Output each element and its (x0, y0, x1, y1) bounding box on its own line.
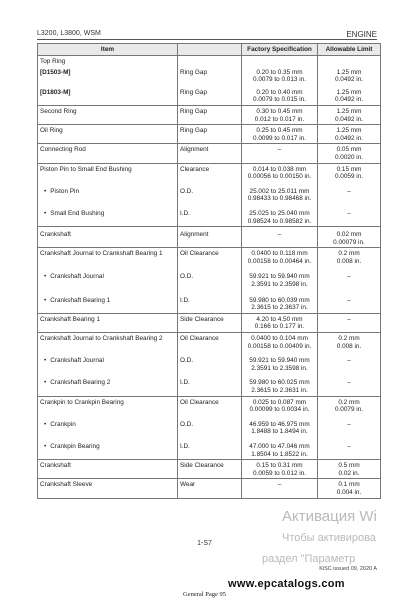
manual-title: L3200, L3800, WSM (37, 30, 101, 37)
param-cell: O.D. (178, 182, 242, 204)
table-row (38, 163, 381, 182)
param-cell: Oil Clearance (178, 396, 242, 415)
param-cell: Ring Gap (178, 67, 242, 85)
limit-cell: 1.25 mm 0.0492 in. (318, 105, 381, 124)
item-cell: Crankshaft Journal to Crankshaft Bearing 2 (38, 333, 178, 352)
param-cell: I.D. (178, 204, 242, 227)
table-row (38, 437, 381, 460)
param-cell: I.D. (178, 290, 242, 314)
item-cell: • Piston Pin (38, 182, 178, 204)
param-cell: Ring Gap (178, 105, 242, 124)
param-cell: Wear (178, 479, 242, 498)
table-row (38, 333, 381, 352)
param-cell: Oil Clearance (178, 248, 242, 267)
table-row (38, 248, 381, 267)
spec-cell: 0.0400 to 0.118 mm 0.00158 to 0.00464 in. (242, 248, 318, 267)
table-row (38, 290, 381, 314)
spec-cell: 4.20 to 4.50 mm 0.166 to 0.177 in. (242, 313, 318, 332)
spec-cell: 0.15 to 0.31 mm 0.0059 to 0.012 in. (242, 460, 318, 479)
item-cell: • Crankshaft Journal (38, 266, 178, 289)
footer-page-label: General Page 95 (183, 591, 226, 598)
item-cell: • Crankpin (38, 415, 178, 437)
item-cell: Connecting Rod (38, 144, 178, 163)
activation-watermark-line1: Активация Wi (282, 508, 377, 525)
item-cell: Second Ring (38, 105, 178, 124)
table-row (38, 415, 381, 437)
spec-cell: – (242, 479, 318, 498)
spec-cell: 0.20 to 0.40 mm 0.0079 to 0.015 in. (242, 85, 318, 106)
limit-cell: – (318, 266, 381, 289)
item-cell: • Crankpin Bearing (38, 437, 178, 460)
activation-watermark-line3: раздел "Параметр (262, 553, 356, 565)
table-header-row (38, 44, 381, 56)
item-cell: Oil Ring (38, 125, 178, 144)
table-row (38, 373, 381, 396)
param-cell: Alignment (178, 227, 242, 248)
table-row (38, 460, 381, 479)
table-row (38, 396, 381, 415)
limit-cell: 0.15 mm 0.0059 in. (318, 163, 381, 182)
spec-cell: 0.25 to 0.45 mm 0.0099 to 0.017 in. (242, 125, 318, 144)
param-cell (178, 56, 242, 67)
param-cell: Alignment (178, 144, 242, 163)
table-row (38, 182, 381, 204)
spec-cell: 47.000 to 47.046 mm 1.8504 to 1.8522 in. (242, 437, 318, 460)
param-cell: Side Clearance (178, 313, 242, 332)
spec-cell: 59.921 to 59.940 mm 2.3591 to 2.3598 in. (242, 351, 318, 373)
item-cell: [D1803-M] (38, 85, 178, 106)
page-number: 1-S7 (197, 540, 212, 547)
limit-cell: 0.5 mm 0.02 in. (318, 460, 381, 479)
param-cell: Oil Clearance (178, 333, 242, 352)
param-cell: Clearance (178, 163, 242, 182)
item-cell: [D1503-M] (38, 67, 178, 85)
col-header-item: Item (38, 44, 178, 56)
item-cell: • Crankshaft Bearing 1 (38, 290, 178, 314)
item-cell: Crankpin to Crankpin Bearing (38, 396, 178, 415)
col-header-param (178, 44, 242, 56)
spec-cell: 25.002 to 25.011 mm 0.98433 to 0.98468 in. (242, 182, 318, 204)
limit-cell: – (318, 437, 381, 460)
limit-cell: 1.25 mm 0.0492 in. (318, 85, 381, 106)
table-row (38, 479, 381, 498)
limit-cell: – (318, 351, 381, 373)
table-row (38, 85, 381, 106)
spec-cell: 0.025 to 0.087 mm 0.00099 to 0.0034 in. (242, 396, 318, 415)
table-row (38, 227, 381, 248)
param-cell: O.D. (178, 415, 242, 437)
spec-cell: 46.959 to 46.975 mm 1.8488 to 1.8494 in. (242, 415, 318, 437)
item-cell: • Small End Bushing (38, 204, 178, 227)
limit-cell: – (318, 415, 381, 437)
col-header-allowable-limit: Allowable Limit (318, 44, 381, 56)
limit-cell: 0.1 mm 0.004 in. (318, 479, 381, 498)
spec-cell: – (242, 144, 318, 163)
table-row (38, 351, 381, 373)
item-cell: Crankshaft (38, 460, 178, 479)
spec-cell: 59.980 to 60.025 mm 2.3615 to 2.3631 in. (242, 373, 318, 396)
param-cell: Ring Gap (178, 85, 242, 106)
table-row (38, 67, 381, 85)
spec-cell (242, 56, 318, 67)
param-cell: Side Clearance (178, 460, 242, 479)
activation-watermark-line2: Чтобы активирова (282, 532, 376, 544)
item-cell: • Crankshaft Bearing 2 (38, 373, 178, 396)
table-row (38, 56, 381, 67)
site-watermark: www.epcatalogs.com (228, 578, 345, 590)
limit-cell: 0.2 mm 0.008 in. (318, 333, 381, 352)
spec-table (37, 43, 381, 499)
param-cell: I.D. (178, 437, 242, 460)
item-cell: Crankshaft Bearing 1 (38, 313, 178, 332)
spec-cell: 0.30 to 0.45 mm 0.012 to 0.017 in. (242, 105, 318, 124)
limit-cell: – (318, 182, 381, 204)
spec-cell: 0.014 to 0.038 mm 0.00056 to 0.00150 in. (242, 163, 318, 182)
section-title: ENGINE (346, 30, 377, 39)
limit-cell: 0.05 mm 0.0020 in. (318, 144, 381, 163)
spec-cell: 0.0400 to 0.104 mm 0.00158 to 0.00409 in. (242, 333, 318, 352)
limit-cell: 0.02 mm 0.00079 in. (318, 227, 381, 248)
param-cell: Ring Gap (178, 125, 242, 144)
table-row (38, 313, 381, 332)
header-rule (37, 39, 377, 40)
limit-cell: 0.2 mm 0.008 in. (318, 248, 381, 267)
limit-cell: – (318, 373, 381, 396)
limit-cell: 1.25 mm 0.0492 in. (318, 125, 381, 144)
limit-cell: – (318, 204, 381, 227)
param-cell: I.D. (178, 373, 242, 396)
limit-cell (318, 56, 381, 67)
item-cell: Top Ring (38, 56, 178, 67)
table-row (38, 144, 381, 163)
item-cell: Crankshaft Sleeve (38, 479, 178, 498)
issue-note: KiSC issued 09, 2020 A (319, 566, 377, 572)
spec-cell: – (242, 227, 318, 248)
col-header-factory-spec: Factory Specification (242, 44, 318, 56)
item-cell: Crankshaft Journal to Crankshaft Bearing 1 (38, 248, 178, 267)
param-cell: O.D. (178, 266, 242, 289)
table-row (38, 125, 381, 144)
spec-cell: 59.980 to 60.039 mm 2.3615 to 2.3637 in. (242, 290, 318, 314)
spec-cell: 0.20 to 0.35 mm 0.0079 to 0.013 in. (242, 67, 318, 85)
item-cell: Piston Pin to Small End Bushing (38, 163, 178, 182)
param-cell: O.D. (178, 351, 242, 373)
table-row (38, 266, 381, 289)
spec-cell: 59.921 to 59.940 mm 2.3591 to 2.3598 in. (242, 266, 318, 289)
item-cell: • Crankshaft Journal (38, 351, 178, 373)
limit-cell: – (318, 290, 381, 314)
table-row (38, 204, 381, 227)
limit-cell: – (318, 313, 381, 332)
spec-cell: 25.025 to 25.040 mm 0.98524 to 0.98582 in. (242, 204, 318, 227)
item-cell: Crankshaft (38, 227, 178, 248)
limit-cell: 1.25 mm 0.0492 in. (318, 67, 381, 85)
limit-cell: 0.2 mm 0.0079 in. (318, 396, 381, 415)
table-row (38, 105, 381, 124)
